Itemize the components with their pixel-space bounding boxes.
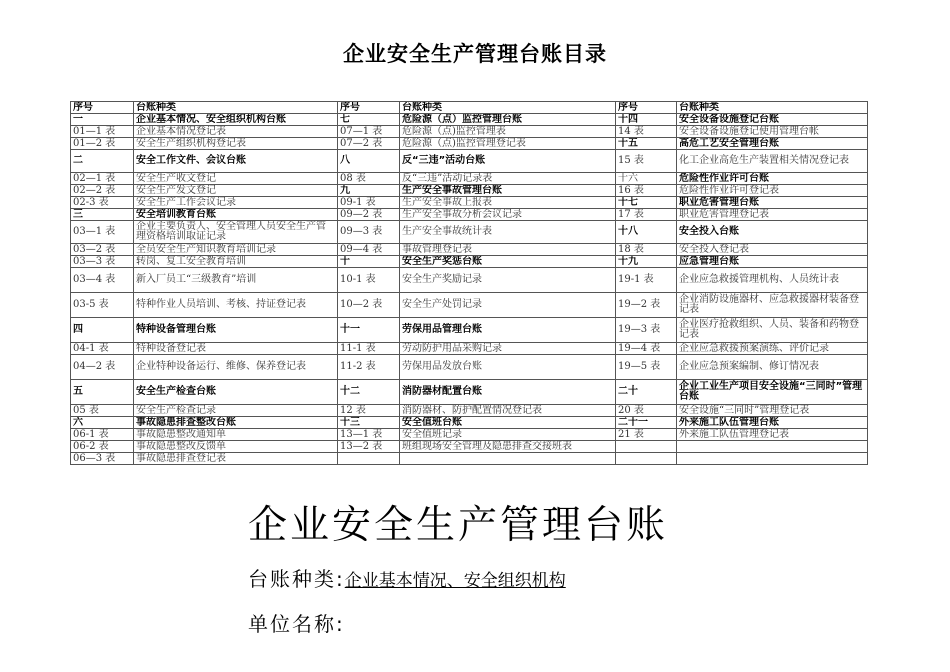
cell-type-1: 特种设备管理台账 — [134, 318, 338, 343]
header-type-2: 台账种类 — [400, 102, 616, 114]
header-seq-1: 序号 — [71, 102, 134, 114]
cell-seq-1: 一 — [71, 114, 134, 126]
cell-seq-3: 21 表 — [616, 429, 677, 441]
cell-seq-1: 六 — [71, 417, 134, 429]
cell-type-3: 企业应急预案编制、修订情况表 — [677, 355, 868, 380]
cell-seq-2: 九 — [338, 185, 400, 197]
table-row — [71, 343, 868, 355]
cell-seq-2: 10—2 表 — [338, 293, 400, 318]
cell-seq-3: 14 表 — [616, 126, 677, 138]
cell-type-1: 事故隐患整改通知单 — [134, 429, 338, 441]
cell-type-3: 企业应急救援预案演练、评价记录 — [677, 343, 868, 355]
cell-seq-2: 11-2 表 — [338, 355, 400, 380]
cell-type-1: 企业基本情况、安全组织机构台账 — [134, 114, 338, 126]
cell-type-2: 生产安全事故统计表 — [400, 221, 616, 244]
cell-type-3: 安全投入登记表 — [677, 244, 868, 256]
cell-seq-1: 03—1 表 — [71, 221, 134, 244]
cell-seq-2: 09-1 表 — [338, 197, 400, 209]
cell-seq-1: 03—2 表 — [71, 244, 134, 256]
cell-type-2: 危险源（点)监控管理登记表 — [400, 138, 616, 150]
cell-type-2: 生产安全事故管理台账 — [400, 185, 616, 197]
cell-type-1: 安全生产收文登记 — [134, 173, 338, 185]
cell-seq-2: 12 表 — [338, 405, 400, 417]
cell-seq-3: 19—5 表 — [616, 355, 677, 380]
cell-type-3: 应急管理台账 — [677, 256, 868, 268]
cell-type-1: 企业主要负责人、安全管理人员安全生产管理资格培训取证记录 — [134, 221, 338, 244]
cell-type-1: 安全生产发文登记 — [134, 185, 338, 197]
table-row — [71, 355, 868, 380]
cell-type-1: 企业基本情况登记表 — [134, 126, 338, 138]
cell-seq-2: 十三 — [338, 417, 400, 429]
cell-seq-3: 十七 — [616, 197, 677, 209]
cell-type-2: 安全生产奖惩台账 — [400, 256, 616, 268]
cell-seq-1: 03—3 表 — [71, 256, 134, 268]
cell-seq-2: 09—3 表 — [338, 221, 400, 244]
cell-seq-3: 19—4 表 — [616, 343, 677, 355]
cell-seq-2: 七 — [338, 114, 400, 126]
cell-type-3 — [677, 453, 868, 465]
cell-type-2: 危险源（点）监控管理台账 — [400, 114, 616, 126]
unit-name-line — [248, 608, 345, 637]
cell-seq-3: 19—2 表 — [616, 293, 677, 318]
cell-seq-3: 16 表 — [616, 185, 677, 197]
cell-seq-1: 06-1 表 — [71, 429, 134, 441]
unit-name-label: 单位名称: — [248, 612, 345, 636]
cell-seq-1: 03-5 表 — [71, 293, 134, 318]
cell-seq-1: 03—4 表 — [71, 268, 134, 293]
cell-type-3: 企业应急救援管理机构、人员统计表 — [677, 268, 868, 293]
cell-seq-3: 19—3 表 — [616, 318, 677, 343]
cell-type-3: 安全设备设施登记使用管理台帐 — [677, 126, 868, 138]
cell-type-2: 消防器材、防护配置情况登记表 — [400, 405, 616, 417]
cell-type-1: 安全生产组织机构登记表 — [134, 138, 338, 150]
cell-type-2: 生产安全事故分析会议记录 — [400, 209, 616, 221]
cell-seq-2: 十二 — [338, 380, 400, 405]
cell-type-3: 企业消防设施器材、应急救援器材装备登记表 — [677, 293, 868, 318]
header-seq-2: 序号 — [338, 102, 400, 114]
cell-type-1: 全员安全生产知识教育培训记录 — [134, 244, 338, 256]
table-row — [71, 453, 868, 465]
cell-seq-1: 三 — [71, 209, 134, 221]
cell-seq-1: 02—1 表 — [71, 173, 134, 185]
cell-type-3: 危险性作业许可登记表 — [677, 185, 868, 197]
cell-type-1: 转岗、复工安全教育培训 — [134, 256, 338, 268]
cell-seq-1: 02—2 表 — [71, 185, 134, 197]
cell-type-3: 职业危害管理登记表 — [677, 209, 868, 221]
cell-type-2: 安全生产奖励记录 — [400, 268, 616, 293]
cell-type-3: 安全设施“三同时”管理登记表 — [677, 405, 868, 417]
cell-seq-1: 二 — [71, 150, 134, 173]
cell-type-1: 安全生产检查台账 — [134, 380, 338, 405]
cell-seq-2: 11-1 表 — [338, 343, 400, 355]
cell-seq-2: 十一 — [338, 318, 400, 343]
cell-type-2: 班组现场安全管理及隐患排查交接班表 — [400, 441, 616, 453]
cell-seq-1: 06—3 表 — [71, 453, 134, 465]
cell-type-1: 安全工作文件、会议台账 — [134, 150, 338, 173]
cell-seq-3: 15 表 — [616, 150, 677, 173]
cell-seq-1: 05 表 — [71, 405, 134, 417]
cell-type-1: 安全生产工作会议记录 — [134, 197, 338, 209]
table-row — [71, 380, 868, 405]
cell-seq-1: 04-1 表 — [71, 343, 134, 355]
cell-seq-3: 二十一 — [616, 417, 677, 429]
cell-seq-3 — [616, 441, 677, 453]
cell-type-3: 化工企业高危生产装置相关情况登记表 — [677, 150, 868, 173]
cell-type-2: 危险源（点)监控管理表 — [400, 126, 616, 138]
cell-type-3 — [677, 441, 868, 453]
cell-type-2: 生产安全事故上报表 — [400, 197, 616, 209]
cell-type-1: 特种设备登记表 — [134, 343, 338, 355]
page-title: 企业安全生产管理台账目录 — [343, 41, 607, 66]
header-type-1: 台账种类 — [134, 102, 338, 114]
cell-seq-2: 07—2 表 — [338, 138, 400, 150]
cell-seq-2: 13—2 表 — [338, 441, 400, 453]
cell-type-2: 劳保用品发放台账 — [400, 355, 616, 380]
cell-seq-1: 02-3 表 — [71, 197, 134, 209]
cell-seq-3: 17 表 — [616, 209, 677, 221]
cell-type-2: 劳动防护用品采购记录 — [400, 343, 616, 355]
cell-type-2: 安全值班记录 — [400, 429, 616, 441]
cell-seq-1: 四 — [71, 318, 134, 343]
cell-type-1: 事故隐患排查整改台账 — [134, 417, 338, 429]
ledger-type-value: 企业基本情况、安全组织机构 — [344, 571, 566, 591]
cell-seq-1: 04—2 表 — [71, 355, 134, 380]
cell-seq-2: 13—1 表 — [338, 429, 400, 441]
table-row — [71, 221, 868, 244]
cell-seq-1: 01—2 表 — [71, 138, 134, 150]
cell-seq-2: 08 表 — [338, 173, 400, 185]
cover-title: 企业安全生产管理台账 — [248, 503, 669, 548]
table-row — [71, 417, 868, 429]
cell-type-2: 反“三违”活动记录表 — [400, 173, 616, 185]
cell-seq-2: 十 — [338, 256, 400, 268]
table-header-row — [71, 102, 868, 114]
table-row — [71, 268, 868, 293]
table-row — [71, 114, 868, 126]
ledger-catalog-table — [70, 101, 868, 465]
cell-type-2: 劳保用品管理台账 — [400, 318, 616, 343]
table-row — [71, 150, 868, 173]
cell-seq-3: 19-1 表 — [616, 268, 677, 293]
cell-type-3: 安全设备设施登记台账 — [677, 114, 868, 126]
cell-seq-3: 十八 — [616, 221, 677, 244]
ledger-type-line — [248, 563, 566, 592]
cell-seq-2: 09—2 表 — [338, 209, 400, 221]
header-seq-3: 序号 — [616, 102, 677, 114]
cell-type-2: 反“三违”活动台账 — [400, 150, 616, 173]
cell-type-3: 外来施工队伍管理台账 — [677, 417, 868, 429]
cell-seq-2: 10-1 表 — [338, 268, 400, 293]
table-row — [71, 185, 868, 197]
cell-seq-1: 五 — [71, 380, 134, 405]
table-row — [71, 126, 868, 138]
cell-seq-3: 18 表 — [616, 244, 677, 256]
cell-type-2 — [400, 453, 616, 465]
cell-type-3: 企业医疗抢救组织、人员、装备和药物登记表 — [677, 318, 868, 343]
cell-type-1: 事故隐患整改反馈单 — [134, 441, 338, 453]
cell-seq-2: 09—4 表 — [338, 244, 400, 256]
cell-seq-3: 十五 — [616, 138, 677, 150]
cell-seq-1: 06-2 表 — [71, 441, 134, 453]
table-row — [71, 405, 868, 417]
cell-seq-2 — [338, 453, 400, 465]
cell-type-1: 事故隐患排查登记表 — [134, 453, 338, 465]
cell-type-3: 企业工业生产项目安全设施“三同时”管理台账 — [677, 380, 868, 405]
cell-type-2: 安全生产处罚记录 — [400, 293, 616, 318]
cell-type-1: 企业特种设备运行、维修、保养登记表 — [134, 355, 338, 380]
header-type-3: 台账种类 — [677, 102, 868, 114]
table-row — [71, 244, 868, 256]
table-row — [71, 429, 868, 441]
table-row — [71, 293, 868, 318]
cell-type-1: 安全培训教育台账 — [134, 209, 338, 221]
table-row — [71, 256, 868, 268]
cell-type-1: 特种作业人员培训、考核、持证登记表 — [134, 293, 338, 318]
cell-seq-3: 十四 — [616, 114, 677, 126]
table-row — [71, 209, 868, 221]
ledger-type-label: 台账种类: — [248, 567, 345, 591]
cell-type-3: 危险性作业许可台账 — [677, 173, 868, 185]
table-row — [71, 441, 868, 453]
cell-seq-2: 07—1 表 — [338, 126, 400, 138]
cell-type-2: 安全值班台账 — [400, 417, 616, 429]
cell-type-3: 外来施工队伍管理登记表 — [677, 429, 868, 441]
cell-type-2: 事故管理登记表 — [400, 244, 616, 256]
table-row — [71, 197, 868, 209]
cell-type-3: 职业危害管理台账 — [677, 197, 868, 209]
table-row — [71, 138, 868, 150]
cell-seq-3: 十六 — [616, 173, 677, 185]
cell-seq-3: 二十 — [616, 380, 677, 405]
cell-seq-1: 01—1 表 — [71, 126, 134, 138]
cell-seq-3: 十九 — [616, 256, 677, 268]
cell-seq-2: 八 — [338, 150, 400, 173]
cell-seq-3: 20 表 — [616, 405, 677, 417]
cell-type-3: 安全投入台账 — [677, 221, 868, 244]
cell-type-2: 消防器材配置台账 — [400, 380, 616, 405]
cell-type-3: 高危工艺安全管理台账 — [677, 138, 868, 150]
cell-type-1: 安全生产检查记录 — [134, 405, 338, 417]
table-row — [71, 173, 868, 185]
table-row — [71, 318, 868, 343]
cell-seq-3 — [616, 453, 677, 465]
cell-type-1: 新入厂员工“三级教育”培训 — [134, 268, 338, 293]
